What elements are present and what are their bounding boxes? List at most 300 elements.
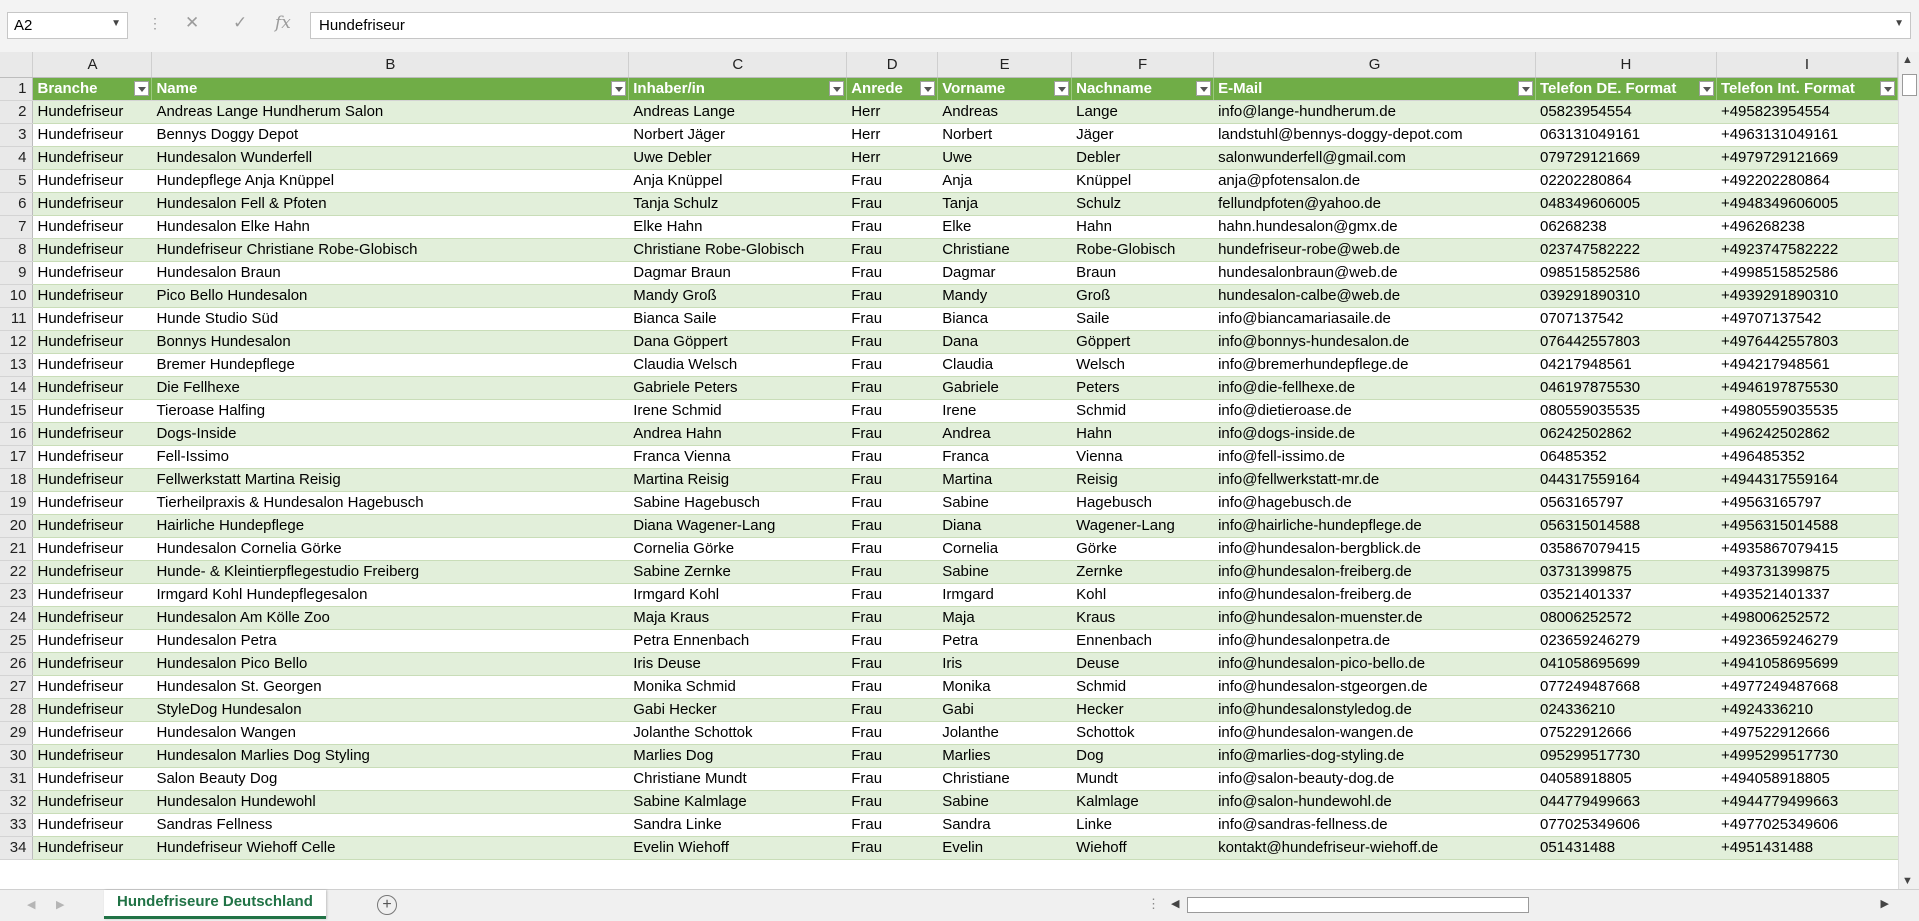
cell[interactable]: Jäger: [1072, 123, 1214, 146]
cell[interactable]: 095299517730: [1536, 744, 1717, 767]
cell[interactable]: Uwe: [938, 146, 1072, 169]
cell[interactable]: Welsch: [1072, 353, 1214, 376]
next-sheet-icon[interactable]: ▶: [56, 899, 65, 911]
cell[interactable]: Frau: [847, 560, 938, 583]
cell[interactable]: info@biancamariasaile.de: [1214, 307, 1536, 330]
cell[interactable]: Frau: [847, 169, 938, 192]
column-header-g[interactable]: G: [1214, 52, 1536, 77]
row-header[interactable]: 10: [0, 284, 33, 307]
column-header-d[interactable]: D: [847, 52, 938, 77]
row-header[interactable]: 26: [0, 652, 33, 675]
filter-dropdown-icon[interactable]: [920, 81, 935, 96]
expand-formula-icon[interactable]: ▼: [1894, 18, 1904, 29]
cell[interactable]: +4979729121669: [1716, 146, 1897, 169]
row-header[interactable]: 1: [0, 77, 33, 100]
row-header[interactable]: 5: [0, 169, 33, 192]
cell[interactable]: Sandra: [938, 813, 1072, 836]
cell[interactable]: +49707137542: [1716, 307, 1897, 330]
cell[interactable]: Hahn: [1072, 422, 1214, 445]
cell[interactable]: Elke: [938, 215, 1072, 238]
cell[interactable]: 03731399875: [1536, 560, 1717, 583]
cell[interactable]: Frau: [847, 813, 938, 836]
cell[interactable]: Hundesalon Cornelia Görke: [152, 537, 629, 560]
cell[interactable]: +492202280864: [1716, 169, 1897, 192]
row-header[interactable]: 12: [0, 330, 33, 353]
cell[interactable]: Frau: [847, 238, 938, 261]
cell[interactable]: Dagmar Braun: [629, 261, 847, 284]
cell[interactable]: hahn.hundesalon@gmx.de: [1214, 215, 1536, 238]
filter-dropdown-icon[interactable]: [134, 81, 149, 96]
scroll-right-icon[interactable]: ▶: [1880, 898, 1889, 910]
vertical-scroll-thumb[interactable]: [1902, 74, 1917, 96]
cell[interactable]: Herr: [847, 100, 938, 123]
table-header-cell[interactable]: [1072, 77, 1214, 100]
cell[interactable]: Frau: [847, 215, 938, 238]
previous-sheet-icon[interactable]: ◀: [27, 899, 36, 911]
formula-bar-grip[interactable]: ⋮: [148, 15, 162, 31]
filter-dropdown-icon[interactable]: [1699, 81, 1714, 96]
cell[interactable]: Zernke: [1072, 560, 1214, 583]
scroll-left-icon[interactable]: ◀: [1171, 898, 1180, 910]
row-header[interactable]: 28: [0, 698, 33, 721]
cell[interactable]: Andrea Hahn: [629, 422, 847, 445]
select-all-corner[interactable]: [0, 52, 33, 77]
cell[interactable]: Sabine: [938, 790, 1072, 813]
cell[interactable]: Frau: [847, 445, 938, 468]
row-header[interactable]: 14: [0, 376, 33, 399]
cell[interactable]: Groß: [1072, 284, 1214, 307]
cell[interactable]: Hundefriseur: [33, 721, 152, 744]
cell[interactable]: 07522912666: [1536, 721, 1717, 744]
cell[interactable]: +494217948561: [1716, 353, 1897, 376]
cell[interactable]: Hundefriseur: [33, 606, 152, 629]
cell[interactable]: Hundefriseur: [33, 238, 152, 261]
cell[interactable]: Tanja: [938, 192, 1072, 215]
cell[interactable]: Bremer Hundepflege: [152, 353, 629, 376]
cell[interactable]: Hundefriseur: [33, 123, 152, 146]
filter-dropdown-icon[interactable]: [1054, 81, 1069, 96]
cell[interactable]: Hundefriseur: [33, 652, 152, 675]
cell[interactable]: Schulz: [1072, 192, 1214, 215]
cell[interactable]: 039291890310: [1536, 284, 1717, 307]
cell[interactable]: Knüppel: [1072, 169, 1214, 192]
cell[interactable]: +4923747582222: [1716, 238, 1897, 261]
cell[interactable]: Anja: [938, 169, 1072, 192]
cell[interactable]: Hundefriseur: [33, 537, 152, 560]
cell[interactable]: +497522912666: [1716, 721, 1897, 744]
cell[interactable]: Christiane Robe-Globisch: [629, 238, 847, 261]
cell[interactable]: Tieroase Halfing: [152, 399, 629, 422]
cell[interactable]: Frau: [847, 537, 938, 560]
cell[interactable]: Lange: [1072, 100, 1214, 123]
cell[interactable]: Frau: [847, 698, 938, 721]
cell[interactable]: Frau: [847, 307, 938, 330]
horizontal-scroll-thumb[interactable]: [1187, 897, 1529, 913]
scroll-down-icon[interactable]: ▼: [1902, 875, 1913, 887]
row-header[interactable]: 24: [0, 606, 33, 629]
cell[interactable]: Hundefriseur: [33, 468, 152, 491]
cell[interactable]: 05823954554: [1536, 100, 1717, 123]
cell[interactable]: 076442557803: [1536, 330, 1717, 353]
cell[interactable]: hundefriseur-robe@web.de: [1214, 238, 1536, 261]
cell[interactable]: Dana: [938, 330, 1072, 353]
cell[interactable]: +4977249487668: [1716, 675, 1897, 698]
cell[interactable]: Hundefriseur: [33, 399, 152, 422]
cell[interactable]: Evelin: [938, 836, 1072, 859]
cell[interactable]: info@bremerhundepflege.de: [1214, 353, 1536, 376]
cell[interactable]: info@hairliche-hundepflege.de: [1214, 514, 1536, 537]
cell[interactable]: Diana Wagener-Lang: [629, 514, 847, 537]
cell[interactable]: 0707137542: [1536, 307, 1717, 330]
cell[interactable]: info@fellwerkstatt-mr.de: [1214, 468, 1536, 491]
cell[interactable]: Hunde Studio Süd: [152, 307, 629, 330]
scroll-up-icon[interactable]: ▲: [1902, 54, 1913, 66]
cell[interactable]: Uwe Debler: [629, 146, 847, 169]
row-header[interactable]: 6: [0, 192, 33, 215]
cell[interactable]: Kalmlage: [1072, 790, 1214, 813]
cell[interactable]: Hundesalon Pico Bello: [152, 652, 629, 675]
column-header-f[interactable]: F: [1072, 52, 1214, 77]
cell[interactable]: Hundefriseur: [33, 376, 152, 399]
cell[interactable]: 02202280864: [1536, 169, 1717, 192]
cell[interactable]: Marlies: [938, 744, 1072, 767]
cell[interactable]: landstuhl@bennys-doggy-depot.com: [1214, 123, 1536, 146]
cell[interactable]: Hundesalon Petra: [152, 629, 629, 652]
cell[interactable]: +4977025349606: [1716, 813, 1897, 836]
cell[interactable]: Hundefriseur: [33, 307, 152, 330]
cell[interactable]: info@hundesalon-bergblick.de: [1214, 537, 1536, 560]
cell[interactable]: Hundefriseur: [33, 146, 152, 169]
cell[interactable]: Mandy: [938, 284, 1072, 307]
column-header-b[interactable]: B: [152, 52, 629, 77]
cell[interactable]: info@sandras-fellness.de: [1214, 813, 1536, 836]
cell[interactable]: Hundefriseur: [33, 261, 152, 284]
cell[interactable]: Deuse: [1072, 652, 1214, 675]
cell[interactable]: Petra: [938, 629, 1072, 652]
cell[interactable]: Tierheilpraxis & Hundesalon Hagebusch: [152, 491, 629, 514]
cell[interactable]: info@hundesalon-freiberg.de: [1214, 583, 1536, 606]
function-icon[interactable]: fx: [275, 13, 291, 33]
cell[interactable]: Hundesalon Am Kölle Zoo: [152, 606, 629, 629]
column-header-h[interactable]: H: [1536, 52, 1717, 77]
row-header[interactable]: 32: [0, 790, 33, 813]
row-header[interactable]: 17: [0, 445, 33, 468]
cell[interactable]: Reisig: [1072, 468, 1214, 491]
cell[interactable]: 077249487668: [1536, 675, 1717, 698]
cell[interactable]: Frau: [847, 721, 938, 744]
cell[interactable]: Frau: [847, 790, 938, 813]
cell[interactable]: Fellwerkstatt Martina Reisig: [152, 468, 629, 491]
row-header[interactable]: 33: [0, 813, 33, 836]
cell[interactable]: 08006252572: [1536, 606, 1717, 629]
cell[interactable]: +4963131049161: [1716, 123, 1897, 146]
cell[interactable]: 023659246279: [1536, 629, 1717, 652]
filter-dropdown-icon[interactable]: [829, 81, 844, 96]
cell[interactable]: Andreas Lange: [629, 100, 847, 123]
cell[interactable]: 098515852586: [1536, 261, 1717, 284]
cell[interactable]: +4998515852586: [1716, 261, 1897, 284]
cell[interactable]: Göppert: [1072, 330, 1214, 353]
cell[interactable]: 056315014588: [1536, 514, 1717, 537]
cell[interactable]: +49563165797: [1716, 491, 1897, 514]
cell[interactable]: Ennenbach: [1072, 629, 1214, 652]
cell[interactable]: Hundepflege Anja Knüppel: [152, 169, 629, 192]
cell[interactable]: Hundefriseur: [33, 813, 152, 836]
cell[interactable]: Hundefriseur: [33, 100, 152, 123]
cell[interactable]: Mundt: [1072, 767, 1214, 790]
cell[interactable]: +4951431488: [1716, 836, 1897, 859]
cell[interactable]: +494058918805: [1716, 767, 1897, 790]
cell[interactable]: 046197875530: [1536, 376, 1717, 399]
cell[interactable]: Cornelia: [938, 537, 1072, 560]
cell[interactable]: 04058918805: [1536, 767, 1717, 790]
row-header[interactable]: 13: [0, 353, 33, 376]
cell[interactable]: Irmgard Kohl: [629, 583, 847, 606]
cell[interactable]: hundesalonbraun@web.de: [1214, 261, 1536, 284]
cell[interactable]: Hundefriseur: [33, 744, 152, 767]
cell[interactable]: Bennys Doggy Depot: [152, 123, 629, 146]
cell[interactable]: Hundefriseur: [33, 330, 152, 353]
cell[interactable]: Hundefriseur: [33, 583, 152, 606]
cell[interactable]: hundesalon-calbe@web.de: [1214, 284, 1536, 307]
cell[interactable]: Pico Bello Hundesalon: [152, 284, 629, 307]
cell[interactable]: Hairliche Hundepflege: [152, 514, 629, 537]
cell[interactable]: Dog: [1072, 744, 1214, 767]
cell[interactable]: Frau: [847, 652, 938, 675]
cell[interactable]: +4939291890310: [1716, 284, 1897, 307]
row-header[interactable]: 18: [0, 468, 33, 491]
row-header[interactable]: 29: [0, 721, 33, 744]
cell[interactable]: info@hundesalon-stgeorgen.de: [1214, 675, 1536, 698]
cell[interactable]: Vienna: [1072, 445, 1214, 468]
cell[interactable]: 077025349606: [1536, 813, 1717, 836]
cell[interactable]: +4956315014588: [1716, 514, 1897, 537]
row-header[interactable]: 27: [0, 675, 33, 698]
cell[interactable]: 041058695699: [1536, 652, 1717, 675]
cell[interactable]: Christiane Mundt: [629, 767, 847, 790]
cell[interactable]: Claudia Welsch: [629, 353, 847, 376]
cell[interactable]: Hundesalon Elke Hahn: [152, 215, 629, 238]
cell[interactable]: Jolanthe Schottok: [629, 721, 847, 744]
cell[interactable]: Gabi Hecker: [629, 698, 847, 721]
cell[interactable]: Iris: [938, 652, 1072, 675]
cell[interactable]: +493521401337: [1716, 583, 1897, 606]
row-header[interactable]: 34: [0, 836, 33, 859]
cell[interactable]: Hundefriseur: [33, 675, 152, 698]
cell[interactable]: Hunde- & Kleintierpflegestudio Freiberg: [152, 560, 629, 583]
cell[interactable]: Sandras Fellness: [152, 813, 629, 836]
cell[interactable]: 044317559164: [1536, 468, 1717, 491]
cell[interactable]: Schottok: [1072, 721, 1214, 744]
cell[interactable]: +496242502862: [1716, 422, 1897, 445]
cell[interactable]: Mandy Groß: [629, 284, 847, 307]
cell[interactable]: info@dogs-inside.de: [1214, 422, 1536, 445]
cell[interactable]: Sabine: [938, 491, 1072, 514]
row-header[interactable]: 16: [0, 422, 33, 445]
cell[interactable]: 048349606005: [1536, 192, 1717, 215]
cell[interactable]: 06268238: [1536, 215, 1717, 238]
filter-dropdown-icon[interactable]: [611, 81, 626, 96]
cell[interactable]: Die Fellhexe: [152, 376, 629, 399]
cell[interactable]: 03521401337: [1536, 583, 1717, 606]
cell[interactable]: Gabriele Peters: [629, 376, 847, 399]
check-icon[interactable]: ✓: [233, 13, 248, 32]
cell[interactable]: 051431488: [1536, 836, 1717, 859]
cell[interactable]: Frau: [847, 399, 938, 422]
table-header-cell[interactable]: [938, 77, 1072, 100]
cell[interactable]: info@hundesalon-pico-bello.de: [1214, 652, 1536, 675]
cell[interactable]: Frau: [847, 192, 938, 215]
cell[interactable]: Frau: [847, 261, 938, 284]
cell[interactable]: 024336210: [1536, 698, 1717, 721]
name-box[interactable]: [7, 12, 128, 39]
cell[interactable]: 023747582222: [1536, 238, 1717, 261]
cell[interactable]: info@fell-issimo.de: [1214, 445, 1536, 468]
row-header[interactable]: 25: [0, 629, 33, 652]
cell[interactable]: Frau: [847, 330, 938, 353]
cell[interactable]: Frau: [847, 468, 938, 491]
cell[interactable]: Hundefriseur: [33, 491, 152, 514]
cell[interactable]: Franca Vienna: [629, 445, 847, 468]
cell[interactable]: Norbert Jäger: [629, 123, 847, 146]
cell[interactable]: Hundefriseur: [33, 169, 152, 192]
row-header[interactable]: 11: [0, 307, 33, 330]
cell[interactable]: +4944779499663: [1716, 790, 1897, 813]
cell[interactable]: salonwunderfell@gmail.com: [1214, 146, 1536, 169]
cell[interactable]: Hundefriseur: [33, 422, 152, 445]
sheet-tab-active[interactable]: Hundefriseure Deutschland: [104, 890, 326, 919]
row-header[interactable]: 7: [0, 215, 33, 238]
cell[interactable]: Hundefriseur: [33, 698, 152, 721]
cell[interactable]: Hundefriseur: [33, 629, 152, 652]
cell[interactable]: Hundefriseur: [33, 215, 152, 238]
table-header-cell[interactable]: [1214, 77, 1536, 100]
cell[interactable]: Hundefriseur: [33, 767, 152, 790]
filter-dropdown-icon[interactable]: [1518, 81, 1533, 96]
cell[interactable]: info@hundesalonpetra.de: [1214, 629, 1536, 652]
cell[interactable]: +4976442557803: [1716, 330, 1897, 353]
cell[interactable]: +4923659246279: [1716, 629, 1897, 652]
cell[interactable]: Debler: [1072, 146, 1214, 169]
cell[interactable]: Frau: [847, 629, 938, 652]
cell[interactable]: Tanja Schulz: [629, 192, 847, 215]
cell[interactable]: Norbert: [938, 123, 1072, 146]
row-header[interactable]: 30: [0, 744, 33, 767]
cell[interactable]: Sabine: [938, 560, 1072, 583]
horizontal-scrollbar[interactable]: [1167, 895, 1893, 913]
cell[interactable]: Evelin Wiehoff: [629, 836, 847, 859]
table-header-cell[interactable]: [1716, 77, 1897, 100]
cell[interactable]: Hundesalon Braun: [152, 261, 629, 284]
cell[interactable]: Sabine Kalmlage: [629, 790, 847, 813]
cell[interactable]: +496485352: [1716, 445, 1897, 468]
cell[interactable]: info@dietieroase.de: [1214, 399, 1536, 422]
cell[interactable]: Fell-Issimo: [152, 445, 629, 468]
cell[interactable]: 080559035535: [1536, 399, 1717, 422]
tab-splitter-grip[interactable]: ⋮: [1147, 896, 1159, 911]
cell[interactable]: Herr: [847, 146, 938, 169]
plus-circle-icon[interactable]: +: [377, 895, 397, 915]
cell[interactable]: Dagmar: [938, 261, 1072, 284]
cell[interactable]: +4980559035535: [1716, 399, 1897, 422]
cell[interactable]: Hundesalon Marlies Dog Styling: [152, 744, 629, 767]
column-header-c[interactable]: C: [629, 52, 847, 77]
cell[interactable]: Iris Deuse: [629, 652, 847, 675]
row-header[interactable]: 31: [0, 767, 33, 790]
column-header-e[interactable]: E: [938, 52, 1072, 77]
row-header[interactable]: 15: [0, 399, 33, 422]
cell[interactable]: Christiane: [938, 767, 1072, 790]
close-icon[interactable]: ✕: [185, 13, 200, 32]
cell[interactable]: Anja Knüppel: [629, 169, 847, 192]
cell[interactable]: Andreas: [938, 100, 1072, 123]
cell[interactable]: Frau: [847, 284, 938, 307]
cell[interactable]: Hundesalon Wangen: [152, 721, 629, 744]
cell[interactable]: Diana: [938, 514, 1072, 537]
cell[interactable]: Sandra Linke: [629, 813, 847, 836]
row-header[interactable]: 9: [0, 261, 33, 284]
cell[interactable]: Dogs-Inside: [152, 422, 629, 445]
cell[interactable]: Elke Hahn: [629, 215, 847, 238]
cell[interactable]: Frau: [847, 606, 938, 629]
table-header-cell[interactable]: [152, 77, 629, 100]
cell[interactable]: Peters: [1072, 376, 1214, 399]
cell[interactable]: Görke: [1072, 537, 1214, 560]
cell[interactable]: +4941058695699: [1716, 652, 1897, 675]
cell[interactable]: info@hundesalon-wangen.de: [1214, 721, 1536, 744]
row-header[interactable]: 21: [0, 537, 33, 560]
formula-input[interactable]: [310, 12, 1911, 39]
row-header[interactable]: 2: [0, 100, 33, 123]
cell[interactable]: 0563165797: [1536, 491, 1717, 514]
cell[interactable]: Schmid: [1072, 675, 1214, 698]
table-header-cell[interactable]: [1536, 77, 1717, 100]
cell[interactable]: 044779499663: [1536, 790, 1717, 813]
cell[interactable]: +493731399875: [1716, 560, 1897, 583]
cell[interactable]: Hundefriseur: [33, 353, 152, 376]
cell[interactable]: Bonnys Hundesalon: [152, 330, 629, 353]
cell[interactable]: Wiehoff: [1072, 836, 1214, 859]
cell[interactable]: Hecker: [1072, 698, 1214, 721]
cell[interactable]: +495823954554: [1716, 100, 1897, 123]
cell[interactable]: Saile: [1072, 307, 1214, 330]
cell[interactable]: Hundesalon Wunderfell: [152, 146, 629, 169]
table-header-cell[interactable]: [33, 77, 152, 100]
cell[interactable]: Sabine Hagebusch: [629, 491, 847, 514]
cell[interactable]: 063131049161: [1536, 123, 1717, 146]
cell[interactable]: fellundpfoten@yahoo.de: [1214, 192, 1536, 215]
cell[interactable]: Irmgard Kohl Hundepflegesalon: [152, 583, 629, 606]
cell[interactable]: 04217948561: [1536, 353, 1717, 376]
row-header[interactable]: 3: [0, 123, 33, 146]
cell[interactable]: info@salon-hundewohl.de: [1214, 790, 1536, 813]
cell[interactable]: Frau: [847, 744, 938, 767]
cell[interactable]: Frau: [847, 514, 938, 537]
cell[interactable]: Hundefriseur: [33, 790, 152, 813]
cell[interactable]: Bianca Saile: [629, 307, 847, 330]
cell[interactable]: Hundesalon Fell & Pfoten: [152, 192, 629, 215]
row-header[interactable]: 4: [0, 146, 33, 169]
row-header[interactable]: 8: [0, 238, 33, 261]
cell[interactable]: Robe-Globisch: [1072, 238, 1214, 261]
cell[interactable]: Dana Göppert: [629, 330, 847, 353]
cell[interactable]: kontakt@hundefriseur-wiehoff.de: [1214, 836, 1536, 859]
cell[interactable]: +4935867079415: [1716, 537, 1897, 560]
cell[interactable]: Schmid: [1072, 399, 1214, 422]
chevron-down-icon[interactable]: ▼: [111, 18, 121, 29]
cell[interactable]: anja@pfotensalon.de: [1214, 169, 1536, 192]
cell[interactable]: Frau: [847, 491, 938, 514]
